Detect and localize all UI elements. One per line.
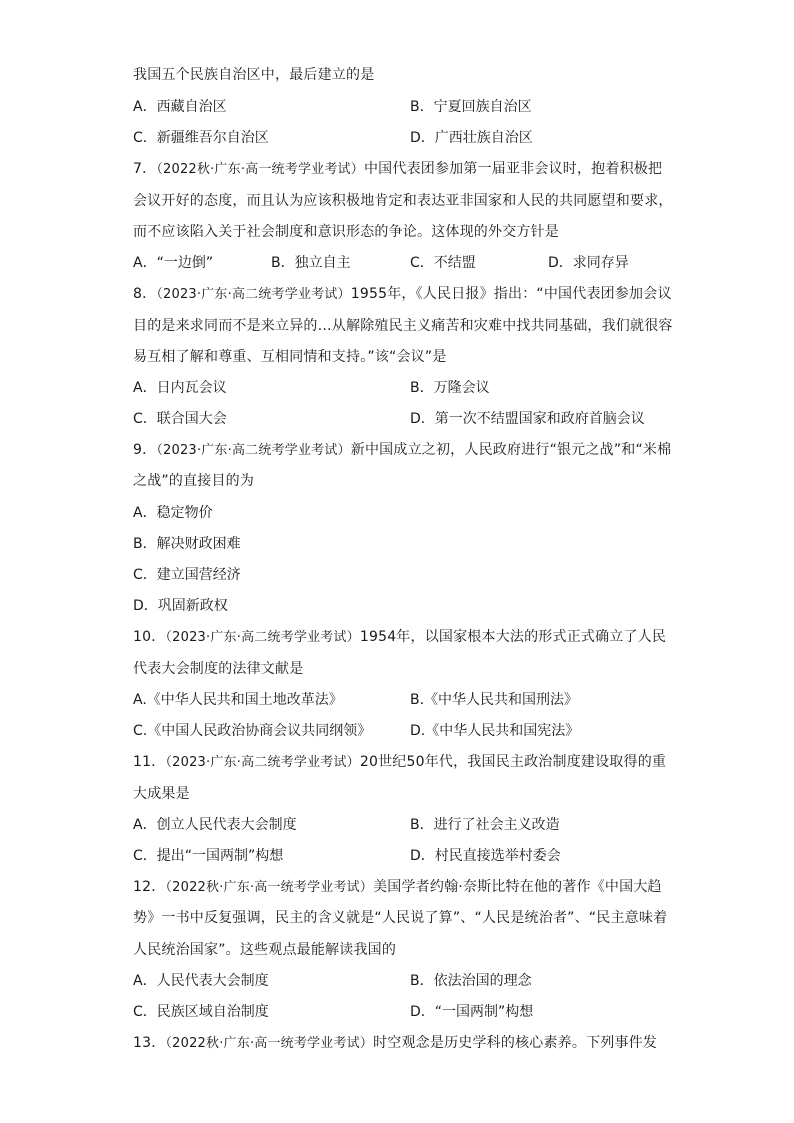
q8-number: 8． — [133, 286, 157, 302]
q10-number: 10． — [133, 629, 166, 645]
q7-text-1: 中国代表团参加第一届亚非会议时，抱着积极把 — [363, 161, 663, 177]
q8-option-a[interactable]: A．日内瓦会议 — [133, 380, 227, 396]
q13-number: 13． — [133, 1035, 166, 1051]
q10-source: （2023·广东·高二统考学业考试） — [165, 630, 360, 645]
q12-option-d[interactable]: D．“一国两制”构想 — [410, 1004, 534, 1020]
q9-stem-line-2: 之战”的直接目的为 — [133, 473, 255, 489]
q9-source: （2023·广东·高二统考学业考试） — [156, 443, 351, 458]
q7-source: （2022秋·广东·高一统考学业考试） — [156, 162, 364, 177]
q7-option-b[interactable]: B．独立自主 — [271, 255, 351, 271]
q12-option-a[interactable]: A．人民代表大会制度 — [133, 973, 269, 989]
q7-stem-line-2: 会议开好的态度，而且认为应该积极地肯定和表达亚非国家和人民的共同愿望和要求， — [133, 193, 673, 209]
q12-number: 12． — [133, 879, 166, 895]
q8-text-1: 1955年，《人民日报》指出：“中国代表团参加会议 — [350, 286, 672, 302]
q8-source: （2023·广东·高二统考学业考试） — [156, 287, 351, 302]
q7-option-c[interactable]: C．不结盟 — [410, 255, 476, 271]
q10-option-b[interactable]: B.《中华人民共和国刑法》 — [410, 692, 579, 708]
q9-option-d[interactable]: D．巩固新政权 — [133, 598, 228, 614]
q8-stem-line-3: 易互相了解和尊重、互相同情和支持。”该“会议”是 — [133, 349, 447, 365]
q11-source: （2023·广东·高二统考学业考试） — [165, 755, 360, 770]
q12-stem-line-2: 势》一书中反复强调，民主的含义就是“人民说了算”、“人民是统治者”、“民主意味着 — [133, 910, 668, 926]
q7-stem-line-3: 而不应该陷入关于社会制度和意识形态的争论。这体现的外交方针是 — [133, 224, 559, 240]
q7-number: 7． — [133, 161, 157, 177]
q9-text-1: 新中国成立之初，人民政府进行“银元之战”和“米棉 — [350, 442, 672, 458]
q7-option-a[interactable]: A．“一边倒” — [133, 255, 214, 271]
q6-option-d[interactable]: D．广西壮族自治区 — [410, 130, 533, 146]
q6-option-c[interactable]: C．新疆维吾尔自治区 — [133, 130, 269, 146]
q8-option-c[interactable]: C．联合国大会 — [133, 411, 227, 427]
q11-stem-line-2: 大成果是 — [133, 786, 190, 802]
q8-stem-line-1 — [133, 285, 672, 304]
q9-option-b[interactable]: B．解决财政困难 — [133, 536, 241, 552]
q10-stem-line-1 — [133, 628, 666, 647]
q9-stem-line-1 — [133, 441, 671, 460]
q12-stem-line-1 — [133, 878, 662, 897]
q13-source: （2022秋·广东·高一统考学业考试） — [165, 1036, 374, 1051]
q6-option-a[interactable]: A．西藏自治区 — [133, 99, 227, 115]
q12-option-c[interactable]: C．民族区域自治制度 — [133, 1004, 269, 1020]
q12-source: （2022秋·广东·高一统考学业考试） — [165, 880, 374, 895]
q11-option-c[interactable]: C．提出“一国两制”构想 — [133, 848, 284, 864]
q6-option-b[interactable]: B．宁夏回族自治区 — [410, 99, 532, 115]
q12-option-b[interactable]: B．依法治国的理念 — [410, 973, 532, 989]
q9-option-a[interactable]: A．稳定物价 — [133, 505, 213, 521]
q12-stem-line-3: 人民统治国家”。这些观点最能解读我国的 — [133, 942, 397, 958]
q11-text-1: 20世纪50年代，我国民主政治制度建设取得的重 — [359, 754, 667, 770]
q10-text-1: 1954年，以国家根本大法的形式正式确立了人民 — [359, 629, 667, 645]
q12-text-1: 美国学者约翰·奈斯比特在他的著作《中国大趋 — [373, 879, 662, 895]
q11-option-b[interactable]: B．进行了社会主义改造 — [410, 817, 560, 833]
q8-stem-line-2: 目的是来求同而不是来立异的…从解除殖民主义痛苦和灾难中找共同基础，我们就很容 — [133, 318, 673, 334]
q10-option-c[interactable]: C.《中国人民政治协商会议共同纲领》 — [133, 723, 372, 739]
q10-stem-line-2: 代表大会制度的法律文献是 — [133, 661, 304, 677]
q11-option-a[interactable]: A．创立人民代表大会制度 — [133, 817, 297, 833]
q7-option-d[interactable]: D．求同存异 — [548, 255, 629, 271]
q11-option-d[interactable]: D．村民直接选举村委会 — [410, 848, 561, 864]
q11-stem-line-1 — [133, 753, 666, 772]
q13-stem-line-1 — [133, 1034, 657, 1053]
q8-option-d[interactable]: D．第一次不结盟国家和政府首脑会议 — [410, 411, 645, 427]
q7-stem-line-1 — [133, 160, 662, 179]
q6-stem: 我国五个民族自治区中，最后建立的是 — [133, 67, 375, 83]
q11-number: 11． — [133, 754, 166, 770]
q9-option-c[interactable]: C．建立国营经济 — [133, 567, 241, 583]
q13-text-1: 时空观念是历史学科的核心素养。下列事件发 — [373, 1035, 658, 1051]
q10-option-a[interactable]: A.《中华人民共和国土地改革法》 — [133, 692, 343, 708]
q9-number: 9． — [133, 442, 157, 458]
q8-option-b[interactable]: B．万隆会议 — [410, 380, 490, 396]
q10-option-d[interactable]: D.《中华人民共和国宪法》 — [410, 723, 580, 739]
